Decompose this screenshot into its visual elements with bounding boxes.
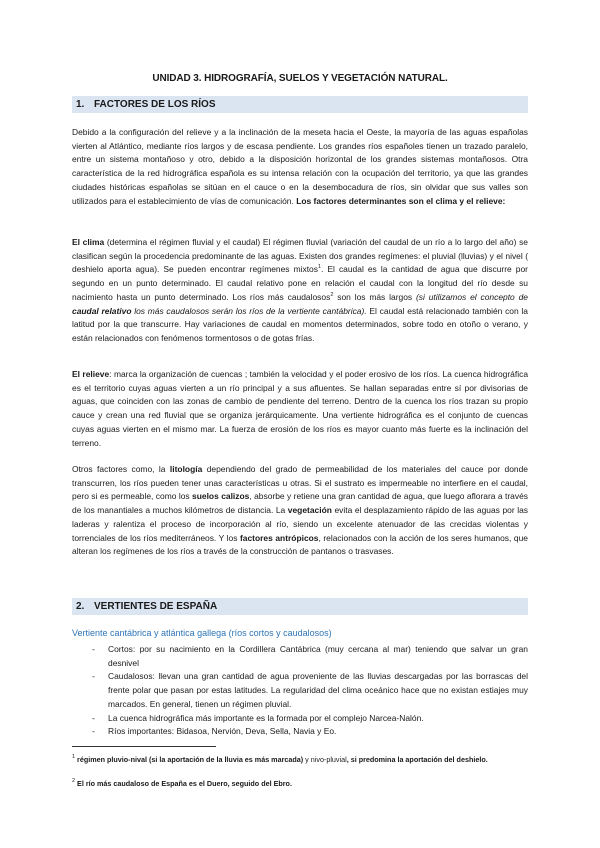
footnote-ref-2[interactable]: 2	[330, 291, 334, 298]
text-run: . El caudal es la cantidad de agua que discurre por segundo en un punto determinado. El caudal relativo pone en relación el caudal con la longitud del río desde su nacimiento hasta un punto determinado. Los ríos más caudalosos	[72, 264, 528, 302]
bold-run: El río más caudaloso de España es el Duero, seguido del Ebro.	[75, 779, 292, 788]
section-title: FACTORES DE LOS RÍOS	[94, 99, 216, 110]
dash-bullet-icon: -	[92, 726, 95, 737]
footnote-number: 1	[72, 754, 76, 760]
list-item-text: Cortos: por su nacimiento en la Cordillera Cantábrica (muy cercana al mar) teniendo que salvar un gran desnivel	[108, 644, 528, 668]
footnote-ref-1[interactable]: 1	[317, 264, 322, 271]
text-run: Debido a la configuración del relieve y a la inclinación de la meseta hacia el Oeste, la mayoría de las aguas españolas vierten al Atlántico, mediante ríos largos y de escasa pendiente. Los grandes ríos españoles tienen un trazado paralelo, entre un sistema montañoso y otro, debido a la disposición horizontal de los grandes sistemas montañosos. Otra característica de la red hidrográfica española es su intensa relación con la ocupación del territorio, ya que las grandes ciudades históricas españolas se sitúan en el cauce o en la desembocadura de ríos, sin olvidar que sus valles son utilizados para el establecimiento de vías de comunicación.	[72, 127, 528, 206]
text-run: y	[303, 755, 311, 764]
dash-bullet-icon: -	[92, 644, 95, 654]
bold-run: suelos calizos	[192, 491, 250, 502]
bold-run: régimen pluvio-nival (si la aportación de la lluvia es más marcada)	[75, 755, 304, 764]
bold-italic-run: caudal relativo	[72, 305, 132, 316]
section-number: 2.	[76, 601, 85, 612]
text-run: , absorbe y retiene una gran cantidad de agua, que luego aflorara a través de los manantiales a muchos kilómetros de distancia. La	[72, 491, 529, 516]
section-heading-factores	[72, 96, 528, 113]
list-item	[72, 643, 528, 670]
document-title: UNIDAD 3. HIDROGRAFÍA, SUELOS Y VEGETACIÓN NATURAL.	[152, 73, 448, 84]
bold-run: factores antrópicos	[239, 532, 319, 543]
section-heading-vertientes	[72, 598, 528, 615]
bold-run: El clima	[72, 237, 105, 247]
list-item	[72, 670, 528, 711]
text-run: : marca la organización de cuencas ; también la velocidad y el poder erosivo de los ríos. La cuenca hidrográfica es el territorio cuyas aguas vierten a un río principal y a sus afluentes. Se hallan separadas entre sí por divisorias de aguas, que coinciden con las zonas de cambio de pendiente del terreno. Dentro de la cuenca los ríos trazan su propio cauce y crean una red fluvial que se organiza jerárquicamente. Una vertiente hidrográfica es el conjunto de cuencas cuyas aguas vierten en el mismo mar. La fuerza de erosión de los ríos es mayor cuanto más fuerte es la inclinación del terreno.	[72, 369, 529, 448]
italic-run: los más caudalosos serán los ríos de la vertiente cantábrica).	[131, 305, 367, 316]
list-item	[72, 712, 528, 726]
footnote-number: 2	[72, 778, 76, 784]
text-run: Otros factores como, la	[72, 464, 170, 474]
text-run: nivo-pluvial	[310, 755, 347, 764]
list-item	[72, 725, 528, 739]
bullet-list	[72, 643, 528, 739]
list-item-text: Caudalosos: llevan una gran cantidad de agua proveniente de las lluvias descargadas por las borrascas del frente polar que pasan por estas latitudes. La regularidad del clima oceánico hace que no existan estiajes muy marcados. En general, tienen un régimen pluvial.	[108, 671, 528, 709]
footnote-1	[72, 754, 528, 766]
text-run: dependiendo del grado de permeabilidad de los materiales del cauce por donde transcurren, los ríos pueden tener unas características u otras. Si el sustrato es impermeable no interfiere en el caudal, pero si es permeable, como los	[72, 464, 529, 502]
paragraph-otros-factores	[72, 463, 528, 559]
bold-run: , si predomina la aportación del deshielo.	[346, 755, 488, 764]
text-run: , relacionados con la acción de los seres humanos, que alteran los regímenes de los ríos a través de la construcción de pantanos o trasvases.	[72, 532, 528, 557]
text-run: (determina el régimen fluvial y el caudal) El régimen fluvial (variación del caudal de un río a lo largo del año) se clasifican según la procedencia predominante de las aguas. Existen dos grandes regímenes: el pluvial (lluvias) y el nivel ( deshielo aporta agua). Se pueden encontrar regímenes mixtos	[72, 237, 528, 275]
paragraph-intro	[72, 126, 528, 208]
footnote-2	[72, 778, 528, 790]
bold-run: El relieve	[72, 369, 110, 379]
list-item-text: La cuenca hidrográfica más importante es la formada por el complejo Narcea-Nalón.	[108, 712, 424, 723]
footnote-divider	[72, 746, 216, 747]
text-run: evita el desplazamiento rápido de las aguas por las laderas y ralentiza el proceso de incorporación al río, siendo un excelente atenuador de las crecidas violentas y torrenciales de los ríos mediterráneos. Y los	[72, 505, 528, 543]
paragraph-clima	[72, 236, 528, 346]
paragraph-relieve	[72, 368, 528, 450]
section-title: VERTIENTES DE ESPAÑA	[94, 601, 218, 612]
subheading-vertiente-cantabrica: Vertiente cantábrica y atlántica gallega (ríos cortos y caudalosos)	[72, 628, 332, 638]
bold-run: litología	[169, 464, 203, 474]
section-number: 1.	[76, 99, 85, 110]
list-item-text: Ríos importantes: Bidasoa, Nervión, Deva, Sella, Navia y Eo.	[108, 726, 337, 737]
text-run: son los más largos	[333, 291, 416, 302]
bold-run: vegetación	[287, 505, 332, 516]
dash-bullet-icon: -	[92, 712, 95, 723]
italic-run: (si utilizamos el concepto de	[415, 291, 528, 302]
bold-run: Los factores determinantes son el clima y el relieve:	[296, 195, 506, 206]
dash-bullet-icon: -	[92, 671, 95, 682]
text-run: El caudal está relacionado también con la latitud por la que transcurre. Hay variaciones de caudal en momentos determinados, sobre todo en otoño o verano, y están relacionados con fenómenos tormentosos o de gotas frías.	[72, 305, 528, 343]
